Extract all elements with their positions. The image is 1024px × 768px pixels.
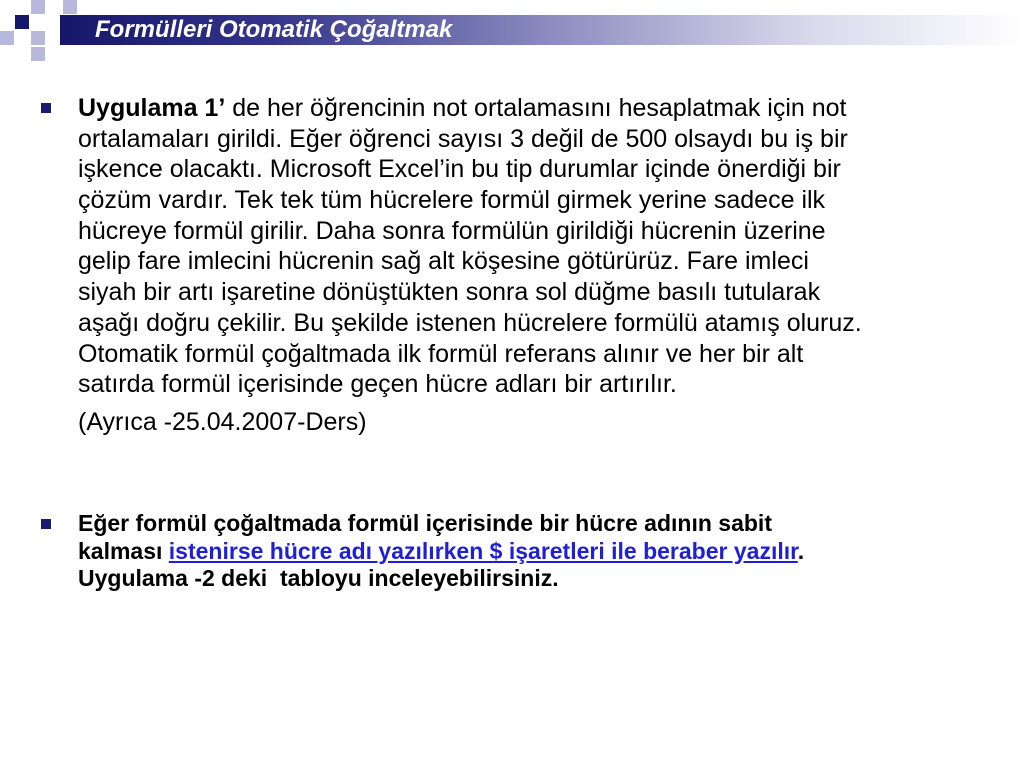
bullet-paragraph-2 — [78, 510, 804, 593]
paragraph-line: Eğer formül çoğaltmada formül içerisinde bir hücre adının sabit — [78, 510, 772, 536]
lead-text: de her öğrencinin not ortalamasını hesaplatmak için not — [225, 94, 847, 122]
paragraph-line — [78, 93, 862, 124]
paragraph-line: aşağı doğru çekilir. Bu şekilde istenen hücrelere formülü atamış oluruz. — [78, 308, 862, 337]
decorative-square — [0, 31, 14, 45]
dollar-sign-hyperlink[interactable]: istenirse hücre adı yazılırken $ işaretleri ile beraber yazılır — [168, 537, 798, 564]
paragraph-line — [78, 538, 804, 566]
paragraph-line: Uygulama -2 deki tabloyu inceleyebilirsiniz. — [78, 565, 559, 592]
line-prefix: kalması — [78, 537, 169, 564]
paragraph-line: çözüm vardır. Tek tek tüm hücrelere formül girmek yerine sadece ilk — [78, 186, 826, 215]
square-bullet-icon — [41, 519, 51, 529]
decorative-square — [63, 0, 77, 14]
paragraph-line: satırda formül içerisinde geçen hücre adları bir artırılır. — [78, 370, 677, 399]
paragraph-line: ortalamaları girildi. Eğer öğrenci sayısı 3 değil de 500 olsaydı bu iş bir — [78, 124, 848, 153]
line-suffix: . — [797, 537, 805, 564]
title-bar — [60, 15, 1024, 45]
paragraph-line: siyah bir artı işaretine dönüştükten sonra sol düğme basılı tutularak — [78, 278, 821, 307]
paragraph-line: Otomatik formül çoğaltmada ilk formül referans alınır ve her bir alt — [78, 339, 804, 368]
lead-bold-text: Uygulama 1’ — [78, 94, 226, 122]
paragraph-line: işkence olacaktı. Microsoft Excel’in bu tip durumlar içinde önerdiği bir — [78, 155, 841, 184]
paragraph-line: hücreye formül girilir. Daha sonra formülün girildiği hücrenin üzerine — [78, 216, 826, 245]
bullet-paragraph-1 — [78, 93, 862, 438]
paragraph-line: gelip fare imlecini hücrenin sağ alt köşesine götürürüz. Fare imleci — [78, 247, 809, 276]
slide-title: Formülleri Otomatik Çoğaltmak — [95, 16, 453, 43]
decorative-square — [31, 47, 45, 61]
decorative-square — [15, 15, 29, 29]
date-note: (Ayrıca -25.04.2007-Ders) — [78, 407, 367, 436]
decorative-square — [31, 0, 45, 14]
square-bullet-icon — [41, 103, 51, 113]
decorative-square — [31, 31, 45, 45]
